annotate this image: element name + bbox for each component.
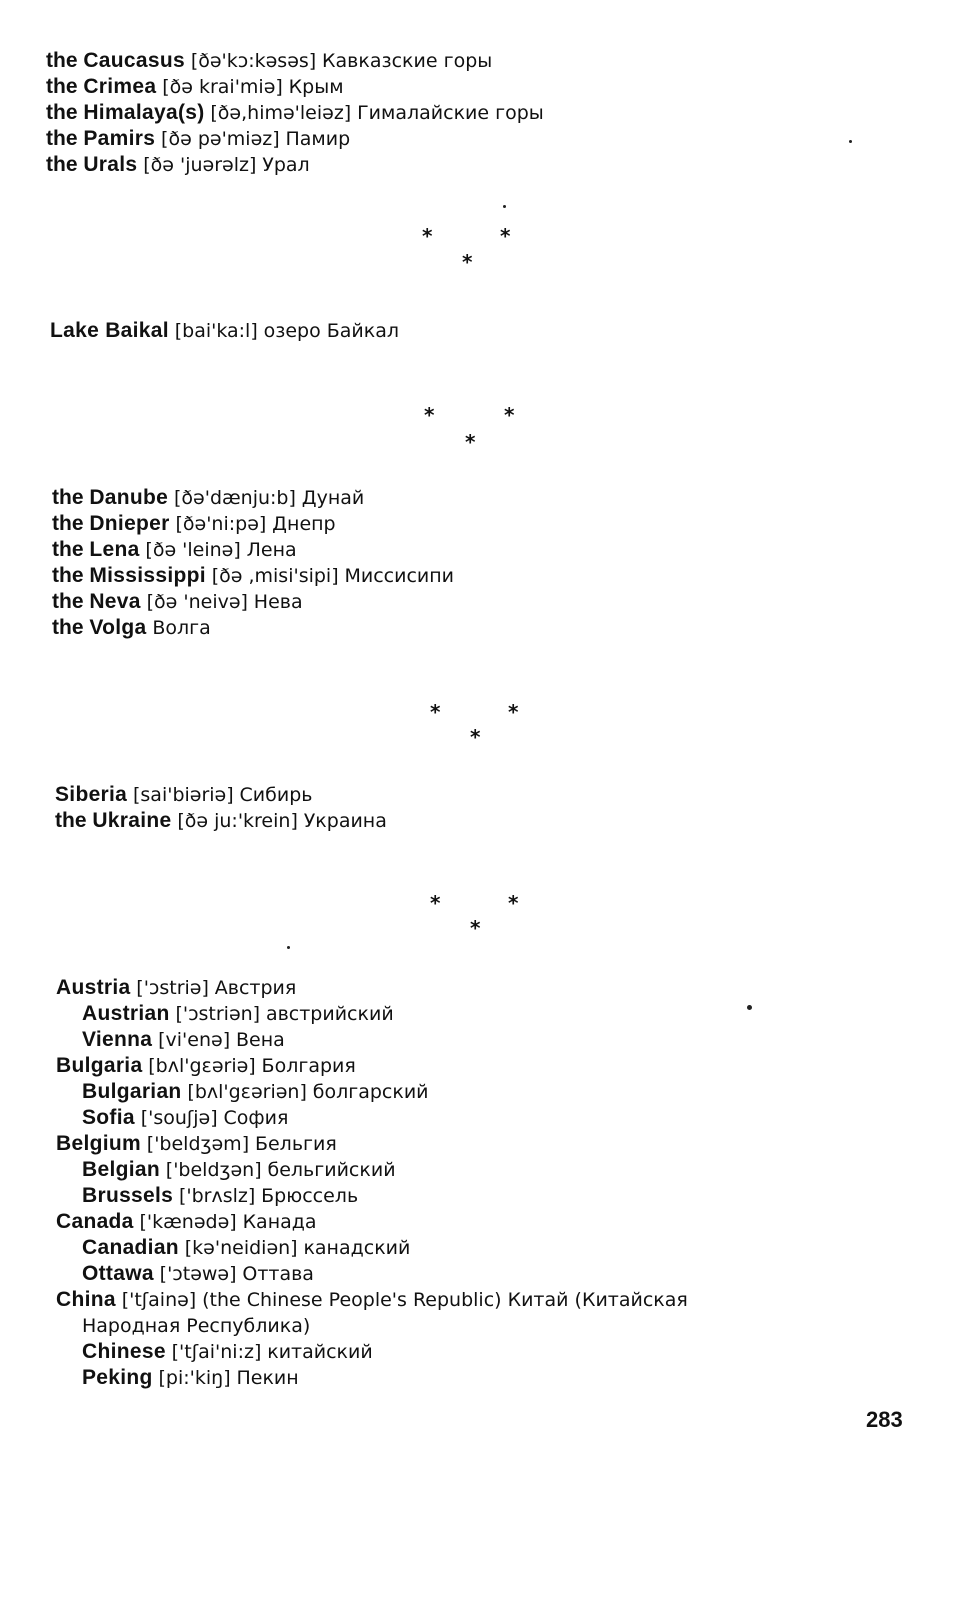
print-speck [503, 205, 506, 208]
entry-translation: Болгария [261, 1055, 356, 1077]
list-item [46, 48, 544, 74]
list-item [56, 1183, 688, 1209]
entry-translation: бельгийский [267, 1159, 396, 1181]
entry-transcription: ['souʃjə] [140, 1107, 218, 1129]
list-item [56, 1157, 688, 1183]
entry-term: Crimea [83, 75, 157, 98]
separator-star: * [470, 916, 481, 940]
separator-star: * [508, 700, 519, 724]
entry-article: the [46, 153, 78, 176]
entry-term: Ottawa [82, 1262, 154, 1285]
entry-term: Lake Baikal [50, 319, 169, 342]
entry-transcription: ['ɔstriən] [175, 1003, 261, 1025]
entry-term: Urals [83, 153, 138, 176]
entry-transcription: ['kænədə] [139, 1211, 237, 1233]
entry-transcription: [ðə 'juərəlz] [143, 154, 257, 176]
entry-translation: Крым [288, 76, 344, 98]
entry-term: Vienna [82, 1028, 153, 1051]
entry-transcription: [ðə krai'miə] [162, 76, 283, 98]
entry-transcription: [ðə,himə'leiəz] [210, 102, 352, 124]
entry-transcription: [sai'biəriə] [132, 784, 234, 806]
entry-article: the [52, 564, 84, 587]
entry-article: the [52, 616, 84, 639]
entry-translation: Нева [253, 591, 303, 613]
entry-translation: Днепр [272, 513, 336, 535]
entry-translation: Канада [242, 1211, 317, 1233]
list-item [56, 1131, 688, 1157]
page-number: 283 [866, 1407, 903, 1432]
entry-transcription: ['ɔtəwə] [159, 1263, 237, 1285]
entry-term: Canadian [82, 1236, 179, 1259]
separator-star: * [500, 224, 511, 248]
entry-transcription: ['tʃainə] [121, 1289, 197, 1311]
separator-star: * [424, 403, 435, 427]
entry-term: Mississippi [89, 564, 206, 587]
list-item [56, 1365, 688, 1391]
entry-term: Volga [89, 616, 147, 639]
entry-term: Belgium [56, 1132, 141, 1155]
entry-term: Bulgarian [82, 1080, 182, 1103]
print-speck [849, 140, 852, 143]
entry-term: Caucasus [83, 49, 185, 72]
entry-transcription: ['beldʒəm] [146, 1133, 250, 1155]
entry-article: the [46, 101, 78, 124]
entry-transcription: ['tʃai'ni:z] [171, 1341, 262, 1363]
entry-transcription: ['brʌslz] [178, 1185, 256, 1207]
entry-transcription: ['beldʒən] [165, 1159, 262, 1181]
entry-translation: Бельгия [254, 1133, 337, 1155]
entry-translation: Брюссель [261, 1185, 359, 1207]
list-item [46, 152, 544, 178]
list-item [55, 808, 387, 834]
entry-translation: Украина [303, 810, 387, 832]
mountains-list [46, 48, 544, 178]
entry-transcription: ['ɔstriə] [136, 977, 209, 999]
list-item [56, 975, 688, 1001]
entry-translation: Гималайские горы [357, 102, 544, 124]
entry-term: Lena [89, 538, 140, 561]
list-item-continuation [56, 1313, 688, 1339]
entry-article: the [52, 486, 84, 509]
list-item [52, 511, 454, 537]
entry-translation: (the Chinese People's Republic) Китай (Китайская [202, 1289, 688, 1311]
entry-transcription: [kə'neidiən] [184, 1237, 298, 1259]
entry-translation: Памир [285, 128, 351, 150]
list-item [56, 1261, 688, 1287]
entry-article: the [55, 809, 87, 832]
entry-translation: Миссисипи [344, 565, 455, 587]
section-separator [422, 403, 522, 454]
list-item [52, 485, 454, 511]
entry-article: the [52, 590, 84, 613]
list-item [46, 100, 544, 126]
separator-star: * [430, 891, 441, 915]
entry-term: Himalaya(s) [83, 101, 205, 124]
entry-article: the [46, 75, 78, 98]
entry-transcription: [bai'ka:l] [174, 320, 258, 342]
entry-term: Pamirs [83, 127, 156, 150]
entry-translation: Вена [235, 1029, 285, 1051]
entry-translation: Урал [262, 154, 310, 176]
separator-star: * [430, 700, 441, 724]
list-item [52, 537, 454, 563]
list-item [46, 74, 544, 100]
entry-transcription: [bʌl'gɛəriən] [187, 1081, 307, 1103]
print-speck [287, 946, 290, 949]
entry-term: Austria [56, 976, 131, 999]
entry-term: Austrian [82, 1002, 170, 1025]
list-item [56, 1001, 688, 1027]
print-speck [747, 1005, 752, 1010]
countries-list [56, 975, 688, 1391]
entry-term: Danube [89, 486, 169, 509]
entry-article: the [46, 127, 78, 150]
entry-transcription: [ðə pə'miəz] [161, 128, 280, 150]
entry-term: Brussels [82, 1184, 174, 1207]
separator-star: * [504, 403, 515, 427]
entry-translation: Сибирь [239, 784, 313, 806]
entry-article: the [52, 512, 84, 535]
list-item [56, 1235, 688, 1261]
entry-term: Chinese [82, 1340, 166, 1363]
list-item [56, 1339, 688, 1365]
list-item [56, 1027, 688, 1053]
list-item [56, 1209, 688, 1235]
separator-star: * [462, 250, 473, 274]
separator-star: * [422, 224, 433, 248]
entry-translation: австрийский [265, 1003, 394, 1025]
regions-list [55, 782, 387, 834]
separator-star: * [508, 891, 519, 915]
entry-article: the [52, 538, 84, 561]
entry-term: Sofia [82, 1106, 135, 1129]
entry-term: Peking [82, 1366, 153, 1389]
entry-translation: канадский [303, 1237, 411, 1259]
entry-translation: китайский [267, 1341, 373, 1363]
entry-term: Neva [89, 590, 141, 613]
entry-transcription: [ðə'kɔ:kəsəs] [190, 50, 317, 72]
entry-translation: Кавказские горы [322, 50, 493, 72]
entry-translation: София [223, 1107, 289, 1129]
list-item [52, 563, 454, 589]
entry-translation: Австрия [214, 977, 297, 999]
list-item [52, 589, 454, 615]
entry-translation: Оттава [242, 1263, 314, 1285]
entry-article: the [46, 49, 78, 72]
list-item [56, 1287, 688, 1313]
lakes-list [50, 318, 399, 344]
entry-term: Siberia [55, 783, 128, 806]
section-separator [428, 891, 528, 940]
section-separator [428, 700, 528, 749]
entry-translation: болгарский [312, 1081, 429, 1103]
entry-transcription: [pi:'kiŋ] [158, 1367, 231, 1389]
list-item [56, 1053, 688, 1079]
entry-transcription: [ðə ju:'krein] [177, 810, 298, 832]
rivers-list [52, 485, 454, 641]
entry-transcription: [ðə ,misi'sipi] [211, 565, 339, 587]
separator-star: * [465, 430, 476, 454]
entry-transcription: [ðə 'leinə] [145, 539, 241, 561]
entry-term: Ukraine [92, 809, 172, 832]
separator-star: * [470, 725, 481, 749]
entry-translation: Народная Республика) [82, 1315, 311, 1337]
entry-term: Belgian [82, 1158, 160, 1181]
entry-transcription: [ðə'dænju:b] [174, 487, 296, 509]
entry-transcription: [ðə 'neivə] [146, 591, 248, 613]
list-item [56, 1105, 688, 1131]
entry-translation: озеро Байкал [263, 320, 400, 342]
entry-translation: Пекин [236, 1367, 299, 1389]
list-item [56, 1079, 688, 1105]
entry-translation: Волга [152, 617, 211, 639]
entry-transcription: [bʌl'gɛəriə] [148, 1055, 256, 1077]
list-item [50, 318, 399, 344]
entry-term: Dnieper [89, 512, 170, 535]
section-separator [420, 224, 520, 274]
entry-term: Bulgaria [56, 1054, 143, 1077]
list-item [52, 615, 454, 641]
entry-translation: Дунай [301, 487, 365, 509]
entry-term: China [56, 1288, 116, 1311]
list-item [46, 126, 544, 152]
entry-translation: Лена [246, 539, 297, 561]
entry-transcription: [ðə'ni:pə] [175, 513, 267, 535]
entry-transcription: [vi'enə] [158, 1029, 231, 1051]
list-item [55, 782, 387, 808]
entry-term: Canada [56, 1210, 134, 1233]
